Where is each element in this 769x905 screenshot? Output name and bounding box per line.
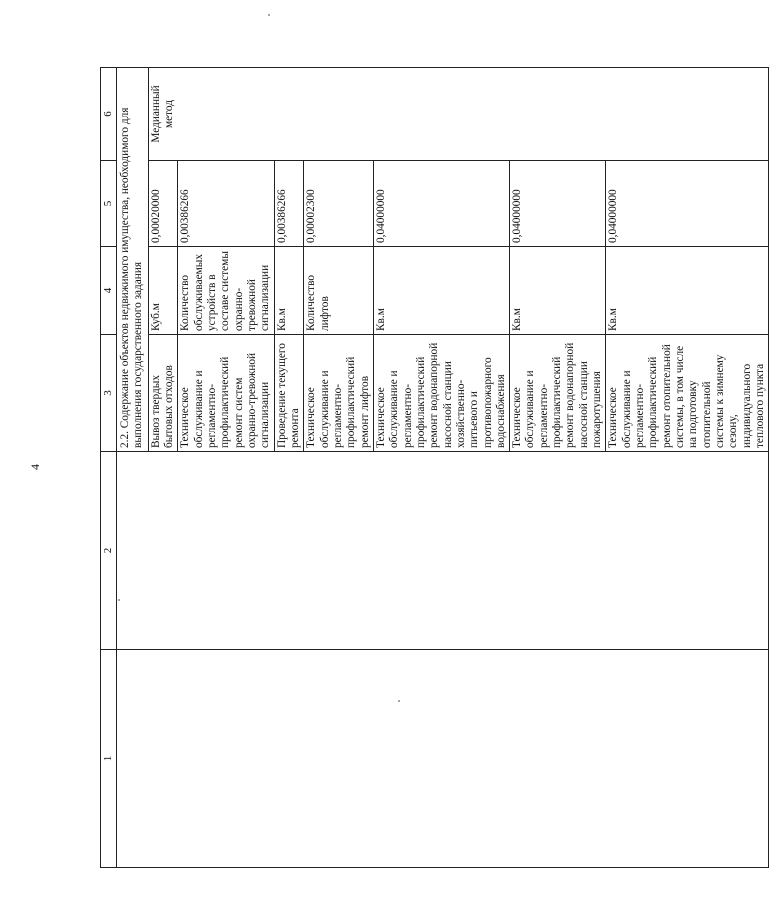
- value-cell: 0,00386266: [178, 161, 274, 247]
- col-header-5: 5: [101, 161, 117, 247]
- method-cell: Медианный метод: [148, 68, 769, 161]
- page-number: 4: [28, 464, 42, 470]
- unit-cell: Количество лифтов: [304, 247, 374, 335]
- value-cell: 0,00386266: [274, 161, 304, 247]
- col-header-3: 3: [101, 335, 117, 452]
- unit-cell: Кв.м: [274, 247, 304, 335]
- empty-col-1: [116, 650, 768, 868]
- col-header-6: 6: [101, 68, 117, 161]
- unit-cell: Кв.м: [510, 247, 606, 335]
- empty-col-2: [116, 452, 768, 650]
- work-cell: Техническое обслуживание и регламентно-профилактический ремонт систем охранно-тревожной сигнализации: [178, 335, 274, 452]
- work-cell: Проведение текущего ремонта: [274, 335, 304, 452]
- work-cell: Техническое обслуживание и регламентно-профилактический ремонт отопительной системы, в том числе на подготовку отопительной системы к зимнему сезону, индивидуального теплового пункта: [606, 335, 769, 452]
- value-cell: 0,04000000: [373, 161, 509, 247]
- unit-cell: Количество обслуживаемых устройств в составе системы охранно-тревожной сигнализации: [178, 247, 274, 335]
- value-cell: 0,04000000: [510, 161, 606, 247]
- work-cell: Техническое обслуживание и регламентно-профилактический ремонт лифтов: [304, 335, 374, 452]
- norms-table: [100, 67, 769, 868]
- col-header-1: 1: [101, 650, 117, 868]
- header-row: [101, 68, 117, 868]
- scan-speck: [118, 599, 120, 601]
- unit-cell: Кв.м: [606, 247, 769, 335]
- col-header-4: 4: [101, 247, 117, 335]
- unit-cell: Кв.м: [373, 247, 509, 335]
- value-cell: 0,04000000: [606, 161, 769, 247]
- unit-cell: Куб.м: [148, 247, 178, 335]
- work-cell: Техническое обслуживание и регламентно-профилактический ремонт водонапорной насосной станции хозяйственно-питьевого и противопожарного водоснабжения: [373, 335, 509, 452]
- work-cell: Вывоз твердых бытовых отходов: [148, 335, 178, 452]
- section-row: [116, 68, 148, 868]
- section-title: 2.2. Содержание объектов недвижимого имущества, необходимого для выполнения государственного задания: [116, 68, 148, 452]
- value-cell: 0,00002300: [304, 161, 374, 247]
- value-cell: 0,00020000: [148, 161, 178, 247]
- scan-speck: [268, 14, 270, 16]
- scan-speck: [398, 700, 400, 702]
- work-cell: Техническое обслуживание и регламентно-профилактический ремонт водонапорной насосной станции пожаротушения: [510, 335, 606, 452]
- rotated-page-content: [100, 68, 767, 868]
- col-header-2: 2: [101, 452, 117, 650]
